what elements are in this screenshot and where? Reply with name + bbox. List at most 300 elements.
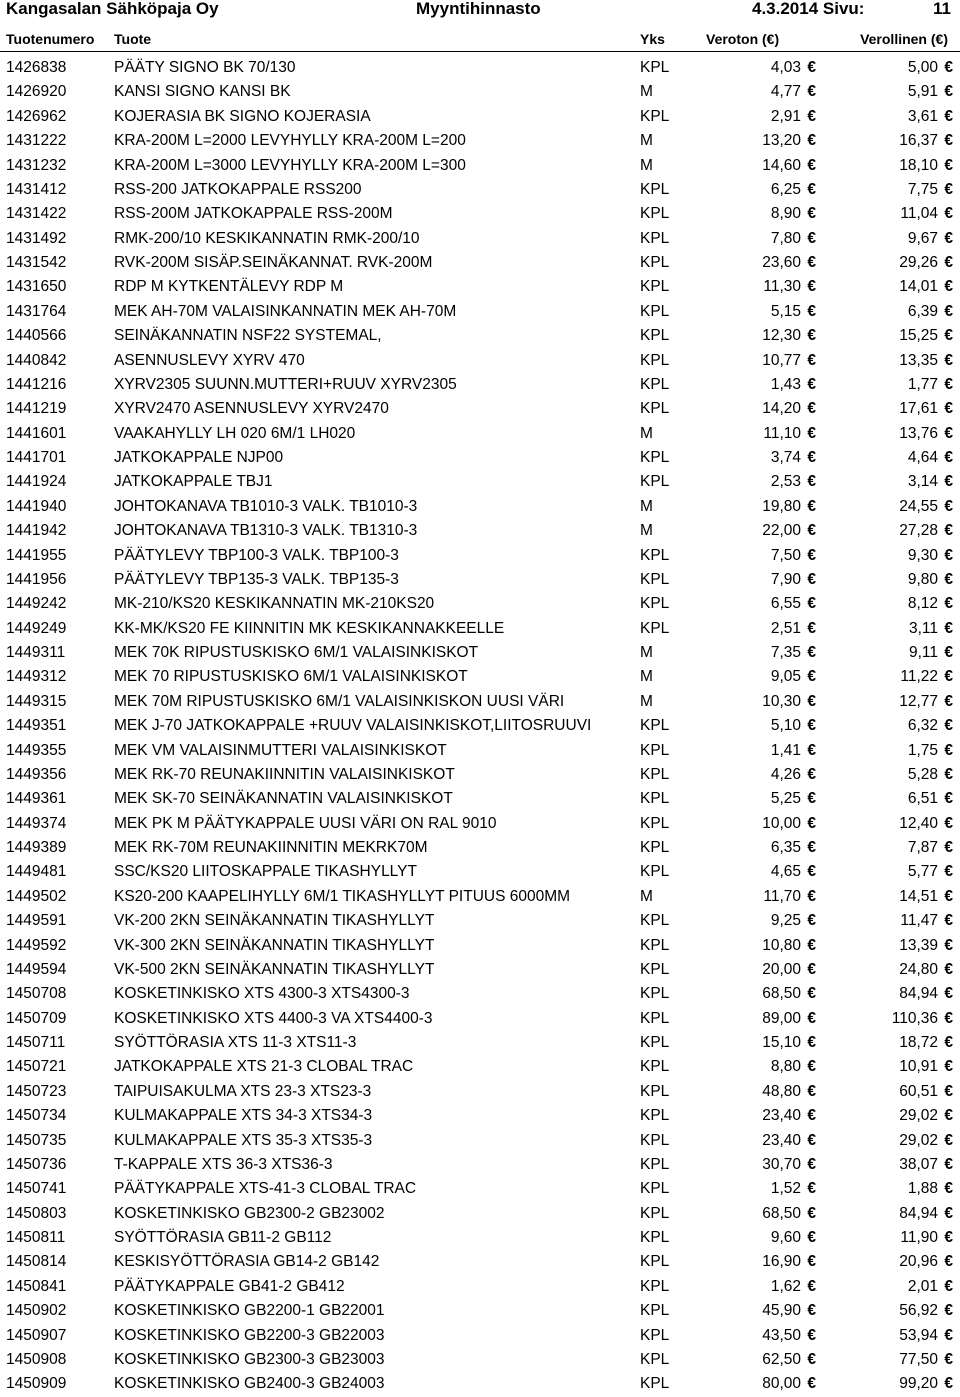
unit: KPL — [640, 275, 669, 299]
product-code: 1450734 — [6, 1107, 67, 1125]
gross-price: 20,96 — [899, 1253, 938, 1271]
euro-symbol: € — [807, 814, 816, 832]
product-code: 1449594 — [6, 960, 67, 978]
euro-symbol: € — [807, 180, 816, 198]
gross-price: 29,02 — [899, 1107, 938, 1125]
column-header-code: Tuotenumero — [6, 31, 95, 47]
euro-symbol: € — [944, 375, 953, 393]
net-price: 5,10 — [770, 717, 801, 735]
table-row — [0, 80, 960, 104]
gross-price: 5,91 — [907, 83, 938, 101]
unit: KPL — [640, 1324, 669, 1348]
unit: KPL — [640, 617, 669, 641]
net-price: 23,60 — [762, 254, 801, 271]
euro-symbol: € — [944, 1253, 953, 1271]
product-description: MEK SK-70 SEINÄKANNATIN VALAISINKISKOT — [114, 790, 453, 808]
product-code: 1450907 — [6, 1326, 67, 1344]
net-price: 16,90 — [762, 1253, 801, 1271]
gross-price: 13,39 — [899, 936, 938, 954]
gross-price: 29,02 — [899, 1131, 938, 1149]
euro-symbol: € — [807, 1277, 816, 1295]
gross-price: 8,12 — [907, 595, 938, 613]
gross-price: 84,94 — [899, 1204, 938, 1222]
unit: KPL — [640, 1129, 669, 1153]
unit: KPL — [640, 446, 669, 470]
net-price: 2,51 — [770, 619, 801, 637]
table-row — [0, 665, 960, 689]
euro-symbol: € — [944, 473, 953, 491]
product-code: 1450814 — [6, 1253, 67, 1271]
product-code: 1450735 — [6, 1131, 67, 1149]
euro-symbol: € — [944, 302, 953, 320]
unit: KPL — [640, 958, 669, 982]
gross-price: 1,88 — [907, 1180, 938, 1198]
table-row — [0, 812, 960, 836]
product-description: PÄÄTY SIGNO BK 70/130 — [114, 59, 296, 76]
euro-symbol: € — [807, 912, 816, 930]
product-description: JATKOKAPPALE XTS 21-3 CLOBAL TRAC — [114, 1058, 414, 1076]
product-code: 1449481 — [6, 863, 67, 881]
euro-symbol: € — [944, 229, 953, 247]
gross-price: 6,51 — [907, 790, 938, 808]
unit: KPL — [640, 544, 669, 568]
net-price: 5,15 — [770, 302, 801, 320]
product-description: SYÖTTÖRASIA XTS 11-3 XTS11-3 — [114, 1034, 357, 1051]
gross-price: 11,04 — [900, 205, 938, 223]
unit: KPL — [640, 1348, 669, 1372]
gross-price: 6,32 — [907, 717, 938, 735]
unit: KPL — [640, 227, 669, 251]
euro-symbol: € — [807, 936, 816, 954]
product-code: 1426962 — [6, 107, 67, 125]
unit: KPL — [640, 836, 669, 860]
product-description: KOSKETINKISKO GB2200-1 GB22001 — [114, 1302, 385, 1320]
product-code: 1441216 — [6, 375, 67, 393]
product-description: MEK 70 RIPUSTUSKISKO 6M/1 VALAISINKISKOT — [114, 668, 468, 686]
table-row — [0, 836, 960, 860]
gross-price: 56,92 — [899, 1302, 938, 1320]
euro-symbol: € — [807, 1009, 816, 1027]
unit: M — [640, 495, 653, 519]
gross-price: 5,00 — [907, 59, 938, 76]
product-description: RSS-200 JATKOKAPPALE RSS200 — [114, 180, 362, 198]
euro-symbol: € — [807, 887, 816, 905]
unit: KPL — [640, 1250, 669, 1274]
net-price: 19,80 — [762, 497, 801, 515]
euro-symbol: € — [944, 522, 953, 540]
euro-symbol: € — [944, 132, 953, 150]
euro-symbol: € — [944, 1180, 953, 1198]
unit: KPL — [640, 178, 669, 202]
net-price: 3,74 — [770, 449, 801, 466]
product-code: 1449249 — [6, 619, 67, 637]
net-price: 20,00 — [762, 960, 801, 978]
table-row — [0, 446, 960, 470]
gross-price: 5,77 — [907, 863, 938, 881]
product-description: KULMAKAPPALE XTS 35-3 XTS35-3 — [114, 1131, 373, 1149]
product-description: MEK RK-70 REUNAKIINNITIN VALAISINKISKOT — [114, 765, 455, 783]
unit: KPL — [640, 1153, 669, 1177]
euro-symbol: € — [807, 424, 816, 442]
euro-symbol: € — [807, 449, 816, 466]
euro-symbol: € — [944, 1302, 953, 1320]
gross-price: 11,90 — [900, 1229, 938, 1246]
product-code: 1449351 — [6, 717, 67, 735]
column-header-gross: Verollinen (€) — [860, 31, 948, 47]
product-description: KOSKETINKISKO GB2400-3 GB24003 — [114, 1375, 385, 1393]
table-row — [0, 934, 960, 958]
table-row — [0, 519, 960, 543]
euro-symbol: € — [807, 1350, 816, 1368]
euro-symbol: € — [807, 1302, 816, 1320]
table-row — [0, 617, 960, 641]
unit: KPL — [640, 349, 669, 373]
euro-symbol: € — [944, 595, 953, 613]
table-row — [0, 1299, 960, 1323]
table-row — [0, 763, 960, 787]
euro-symbol: € — [807, 1155, 816, 1173]
euro-symbol: € — [944, 960, 953, 978]
unit: KPL — [640, 982, 669, 1006]
unit: KPL — [640, 568, 669, 592]
euro-symbol: € — [807, 132, 816, 150]
table-row — [0, 227, 960, 251]
euro-symbol: € — [944, 1034, 953, 1051]
net-price: 10,00 — [762, 814, 801, 832]
gross-price: 11,47 — [900, 912, 938, 930]
euro-symbol: € — [944, 1155, 953, 1173]
gross-price: 24,80 — [899, 960, 938, 978]
product-code: 1431232 — [6, 156, 67, 174]
unit: M — [640, 422, 653, 446]
product-code: 1449312 — [6, 668, 67, 686]
table-row — [0, 1250, 960, 1274]
table-row — [0, 1129, 960, 1153]
euro-symbol: € — [944, 400, 953, 418]
euro-symbol: € — [807, 1253, 816, 1271]
product-description: MEK 70K RIPUSTUSKISKO 6M/1 VALAISINKISKOT — [114, 644, 479, 661]
euro-symbol: € — [807, 1375, 816, 1393]
euro-symbol: € — [807, 668, 816, 686]
product-description: KRA-200M L=3000 LEVYHYLLY KRA-200M L=300 — [114, 156, 466, 174]
euro-symbol: € — [944, 1350, 953, 1368]
net-price: 6,55 — [770, 595, 801, 613]
product-description: JOHTOKANAVA TB1010-3 VALK. TB1010-3 — [114, 497, 418, 515]
product-description: VK-500 2KN SEINÄKANNATIN TIKASHYLLYT — [114, 960, 435, 978]
product-description: JATKOKAPPALE TBJ1 — [114, 473, 273, 491]
table-row — [0, 129, 960, 153]
unit: KPL — [640, 470, 669, 494]
product-code: 1449242 — [6, 595, 67, 613]
net-price: 1,43 — [770, 375, 801, 393]
unit: M — [640, 129, 653, 153]
unit: KPL — [640, 1080, 669, 1104]
euro-symbol: € — [944, 449, 953, 466]
euro-symbol: € — [807, 741, 816, 759]
euro-symbol: € — [807, 595, 816, 613]
unit: KPL — [640, 300, 669, 324]
gross-price: 18,72 — [899, 1034, 938, 1051]
gross-price: 1,77 — [907, 375, 938, 393]
table-row — [0, 178, 960, 202]
net-price: 11,10 — [763, 424, 801, 442]
product-description: MEK 70M RIPUSTUSKISKO 6M/1 VALAISINKISKON UUSI VÄRI — [114, 692, 565, 710]
euro-symbol: € — [807, 839, 816, 856]
product-description: SYÖTTÖRASIA GB11-2 GB112 — [114, 1229, 332, 1246]
euro-symbol: € — [807, 107, 816, 125]
table-row — [0, 1177, 960, 1201]
net-price: 5,25 — [770, 790, 801, 808]
table-row — [0, 324, 960, 348]
product-description: KOSKETINKISKO GB2200-3 GB22003 — [114, 1326, 385, 1344]
table-row — [0, 885, 960, 909]
unit: KPL — [640, 1104, 669, 1128]
product-code: 1450841 — [6, 1277, 67, 1295]
table-row — [0, 1226, 960, 1250]
product-code: 1450723 — [6, 1082, 67, 1100]
gross-price: 1,75 — [907, 741, 938, 759]
euro-symbol: € — [807, 619, 816, 637]
euro-symbol: € — [807, 1180, 816, 1198]
product-description: VAAKAHYLLY LH 020 6M/1 LH020 — [114, 424, 356, 442]
net-price: 1,41 — [770, 741, 801, 759]
product-code: 1431764 — [6, 302, 67, 320]
table-row — [0, 714, 960, 738]
gross-price: 3,14 — [907, 473, 938, 491]
table-row — [0, 1007, 960, 1031]
net-price: 7,50 — [770, 546, 801, 564]
product-code: 1450708 — [6, 985, 67, 1003]
net-price: 23,40 — [762, 1107, 801, 1125]
product-description: MEK PK M PÄÄTYKAPPALE UUSI VÄRI ON RAL 9010 — [114, 814, 497, 832]
unit: KPL — [640, 373, 669, 397]
gross-price: 6,39 — [907, 302, 938, 320]
gross-price: 14,01 — [899, 278, 938, 296]
table-row — [0, 787, 960, 811]
product-code: 1431222 — [6, 132, 67, 150]
table-row — [0, 1031, 960, 1055]
euro-symbol: € — [944, 1131, 953, 1149]
product-description: PÄÄTYKAPPALE GB41-2 GB412 — [114, 1277, 345, 1295]
product-code: 1431412 — [6, 180, 67, 198]
gross-price: 60,51 — [899, 1082, 938, 1100]
unit: M — [640, 80, 653, 104]
net-price: 6,35 — [770, 839, 801, 856]
euro-symbol: € — [944, 156, 953, 174]
product-description: MK-210/KS20 KESKIKANNATIN MK-210KS20 — [114, 595, 435, 613]
column-header-product: Tuote — [114, 31, 152, 47]
net-price: 7,35 — [770, 644, 801, 661]
product-code: 1441942 — [6, 522, 67, 540]
unit: KPL — [640, 397, 669, 421]
product-description: PÄÄTYLEVY TBP135-3 VALK. TBP135-3 — [114, 570, 399, 588]
euro-symbol: € — [807, 497, 816, 515]
product-code: 1450736 — [6, 1155, 67, 1173]
euro-symbol: € — [807, 400, 816, 418]
product-description: JOHTOKANAVA TB1310-3 VALK. TB1310-3 — [114, 522, 418, 540]
net-price: 7,90 — [770, 570, 801, 588]
table-row — [0, 544, 960, 568]
product-description: KK-MK/KS20 FE KIINNITIN MK KESKIKANNAKKEELLE — [114, 619, 505, 637]
net-price: 1,52 — [770, 1180, 801, 1198]
euro-symbol: € — [807, 1131, 816, 1149]
net-price: 62,50 — [762, 1350, 801, 1368]
net-price: 14,60 — [762, 156, 801, 174]
net-price: 4,26 — [770, 765, 801, 783]
euro-symbol: € — [807, 278, 816, 296]
product-code: 1431650 — [6, 278, 67, 296]
euro-symbol: € — [807, 960, 816, 978]
euro-symbol: € — [807, 229, 816, 247]
net-price: 11,30 — [763, 278, 801, 296]
table-row — [0, 958, 960, 982]
table-row — [0, 1080, 960, 1104]
euro-symbol: € — [807, 644, 816, 661]
table-row — [0, 1324, 960, 1348]
product-code: 1449311 — [6, 644, 66, 661]
gross-price: 53,94 — [899, 1326, 938, 1344]
euro-symbol: € — [807, 863, 816, 881]
product-description: TAIPUISAKULMA XTS 23-3 XTS23-3 — [114, 1082, 372, 1100]
date-page-label: 4.3.2014 Sivu: — [752, 0, 865, 18]
product-code: 1450709 — [6, 1009, 67, 1027]
product-description: RDP M KYTKENTÄLEVY RDP M — [114, 278, 344, 296]
euro-symbol: € — [807, 1229, 816, 1246]
euro-symbol: € — [944, 1058, 953, 1076]
euro-symbol: € — [944, 1009, 953, 1027]
euro-symbol: € — [944, 546, 953, 564]
net-price: 2,53 — [770, 473, 801, 491]
net-price: 10,30 — [762, 692, 801, 710]
product-code: 1441940 — [6, 497, 67, 515]
column-header-unit: Yks — [640, 31, 665, 47]
product-code: 1426920 — [6, 83, 67, 101]
euro-symbol: € — [807, 1204, 816, 1222]
product-description: XYRV2470 ASENNUSLEVY XYRV2470 — [114, 400, 389, 418]
gross-price: 99,20 — [899, 1375, 938, 1393]
net-price: 23,40 — [762, 1131, 801, 1149]
gross-price: 15,25 — [899, 327, 938, 345]
gross-price: 12,77 — [899, 692, 938, 710]
unit: M — [640, 885, 653, 909]
euro-symbol: € — [807, 375, 816, 393]
product-code: 1450909 — [6, 1375, 67, 1393]
unit: KPL — [640, 934, 669, 958]
product-code: 1449591 — [6, 912, 67, 930]
euro-symbol: € — [807, 790, 816, 808]
euro-symbol: € — [807, 254, 816, 271]
table-row — [0, 1153, 960, 1177]
net-price: 15,10 — [762, 1034, 801, 1051]
table-row — [0, 154, 960, 178]
product-code: 1449389 — [6, 839, 67, 856]
euro-symbol: € — [944, 180, 953, 198]
product-code: 1449502 — [6, 887, 67, 905]
product-code: 1450811 — [6, 1229, 66, 1246]
unit: KPL — [640, 812, 669, 836]
price-list-table — [0, 56, 960, 1397]
product-code: 1440566 — [6, 327, 67, 345]
euro-symbol: € — [807, 302, 816, 320]
product-code: 1441219 — [6, 400, 67, 418]
euro-symbol: € — [944, 351, 953, 369]
net-price: 68,50 — [762, 1204, 801, 1222]
euro-symbol: € — [944, 863, 953, 881]
euro-symbol: € — [944, 1375, 953, 1393]
table-row — [0, 641, 960, 665]
product-description: MEK VM VALAISINMUTTERI VALAISINKISKOT — [114, 741, 447, 759]
product-description: VK-200 2KN SEINÄKANNATIN TIKASHYLLYT — [114, 912, 435, 930]
table-row — [0, 373, 960, 397]
net-price: 4,03 — [770, 59, 801, 76]
net-price: 9,05 — [770, 668, 801, 686]
net-price: 9,25 — [770, 912, 801, 930]
unit: M — [640, 641, 653, 665]
euro-symbol: € — [944, 741, 953, 759]
net-price: 10,77 — [762, 351, 801, 369]
euro-symbol: € — [944, 327, 953, 345]
euro-symbol: € — [944, 619, 953, 637]
euro-symbol: € — [807, 59, 816, 76]
net-price: 8,90 — [770, 205, 801, 223]
unit: KPL — [640, 1202, 669, 1226]
table-row — [0, 275, 960, 299]
table-row — [0, 690, 960, 714]
gross-price: 4,64 — [907, 449, 938, 466]
euro-symbol: € — [944, 1204, 953, 1222]
euro-symbol: € — [944, 1326, 953, 1344]
product-description: RSS-200M JATKOKAPPALE RSS-200M — [114, 205, 393, 223]
product-code: 1450721 — [6, 1058, 67, 1076]
euro-symbol: € — [807, 205, 816, 223]
unit: KPL — [640, 1177, 669, 1201]
euro-symbol: € — [807, 570, 816, 588]
product-description: RVK-200M SISÄP.SEINÄKANNAT. RVK-200M — [114, 254, 433, 271]
net-price: 13,20 — [762, 132, 801, 150]
product-code: 1450908 — [6, 1350, 67, 1368]
euro-symbol: € — [944, 1107, 953, 1125]
gross-price: 13,35 — [899, 351, 938, 369]
table-row — [0, 1202, 960, 1226]
euro-symbol: € — [807, 473, 816, 491]
product-description: KS20-200 KAAPELIHYLLY 6M/1 TIKASHYLLYT PITUUS 6000MM — [114, 887, 571, 905]
table-row — [0, 349, 960, 373]
euro-symbol: € — [944, 254, 953, 271]
gross-price: 77,50 — [899, 1350, 938, 1368]
table-row — [0, 1372, 960, 1396]
gross-price: 110,36 — [891, 1009, 938, 1027]
gross-price: 2,01 — [907, 1277, 938, 1295]
unit: KPL — [640, 1007, 669, 1031]
unit: M — [640, 519, 653, 543]
gross-price: 9,80 — [907, 570, 938, 588]
product-description: SEINÄKANNATIN NSF22 SYSTEMAL, — [114, 327, 382, 345]
euro-symbol: € — [944, 644, 953, 661]
table-row — [0, 860, 960, 884]
net-price: 14,20 — [762, 400, 801, 418]
column-header-row — [0, 29, 960, 52]
table-row — [0, 1348, 960, 1372]
euro-symbol: € — [807, 1034, 816, 1051]
product-description: MEK RK-70M REUNAKIINNITIN MEKRK70M — [114, 839, 428, 856]
euro-symbol: € — [944, 912, 953, 930]
product-description: KULMAKAPPALE XTS 34-3 XTS34-3 — [114, 1107, 373, 1125]
product-description: VK-300 2KN SEINÄKANNATIN TIKASHYLLYT — [114, 936, 435, 954]
gross-price: 7,87 — [907, 839, 938, 856]
table-row — [0, 739, 960, 763]
euro-symbol: € — [807, 156, 816, 174]
column-header-net: Veroton (€) — [706, 31, 780, 47]
